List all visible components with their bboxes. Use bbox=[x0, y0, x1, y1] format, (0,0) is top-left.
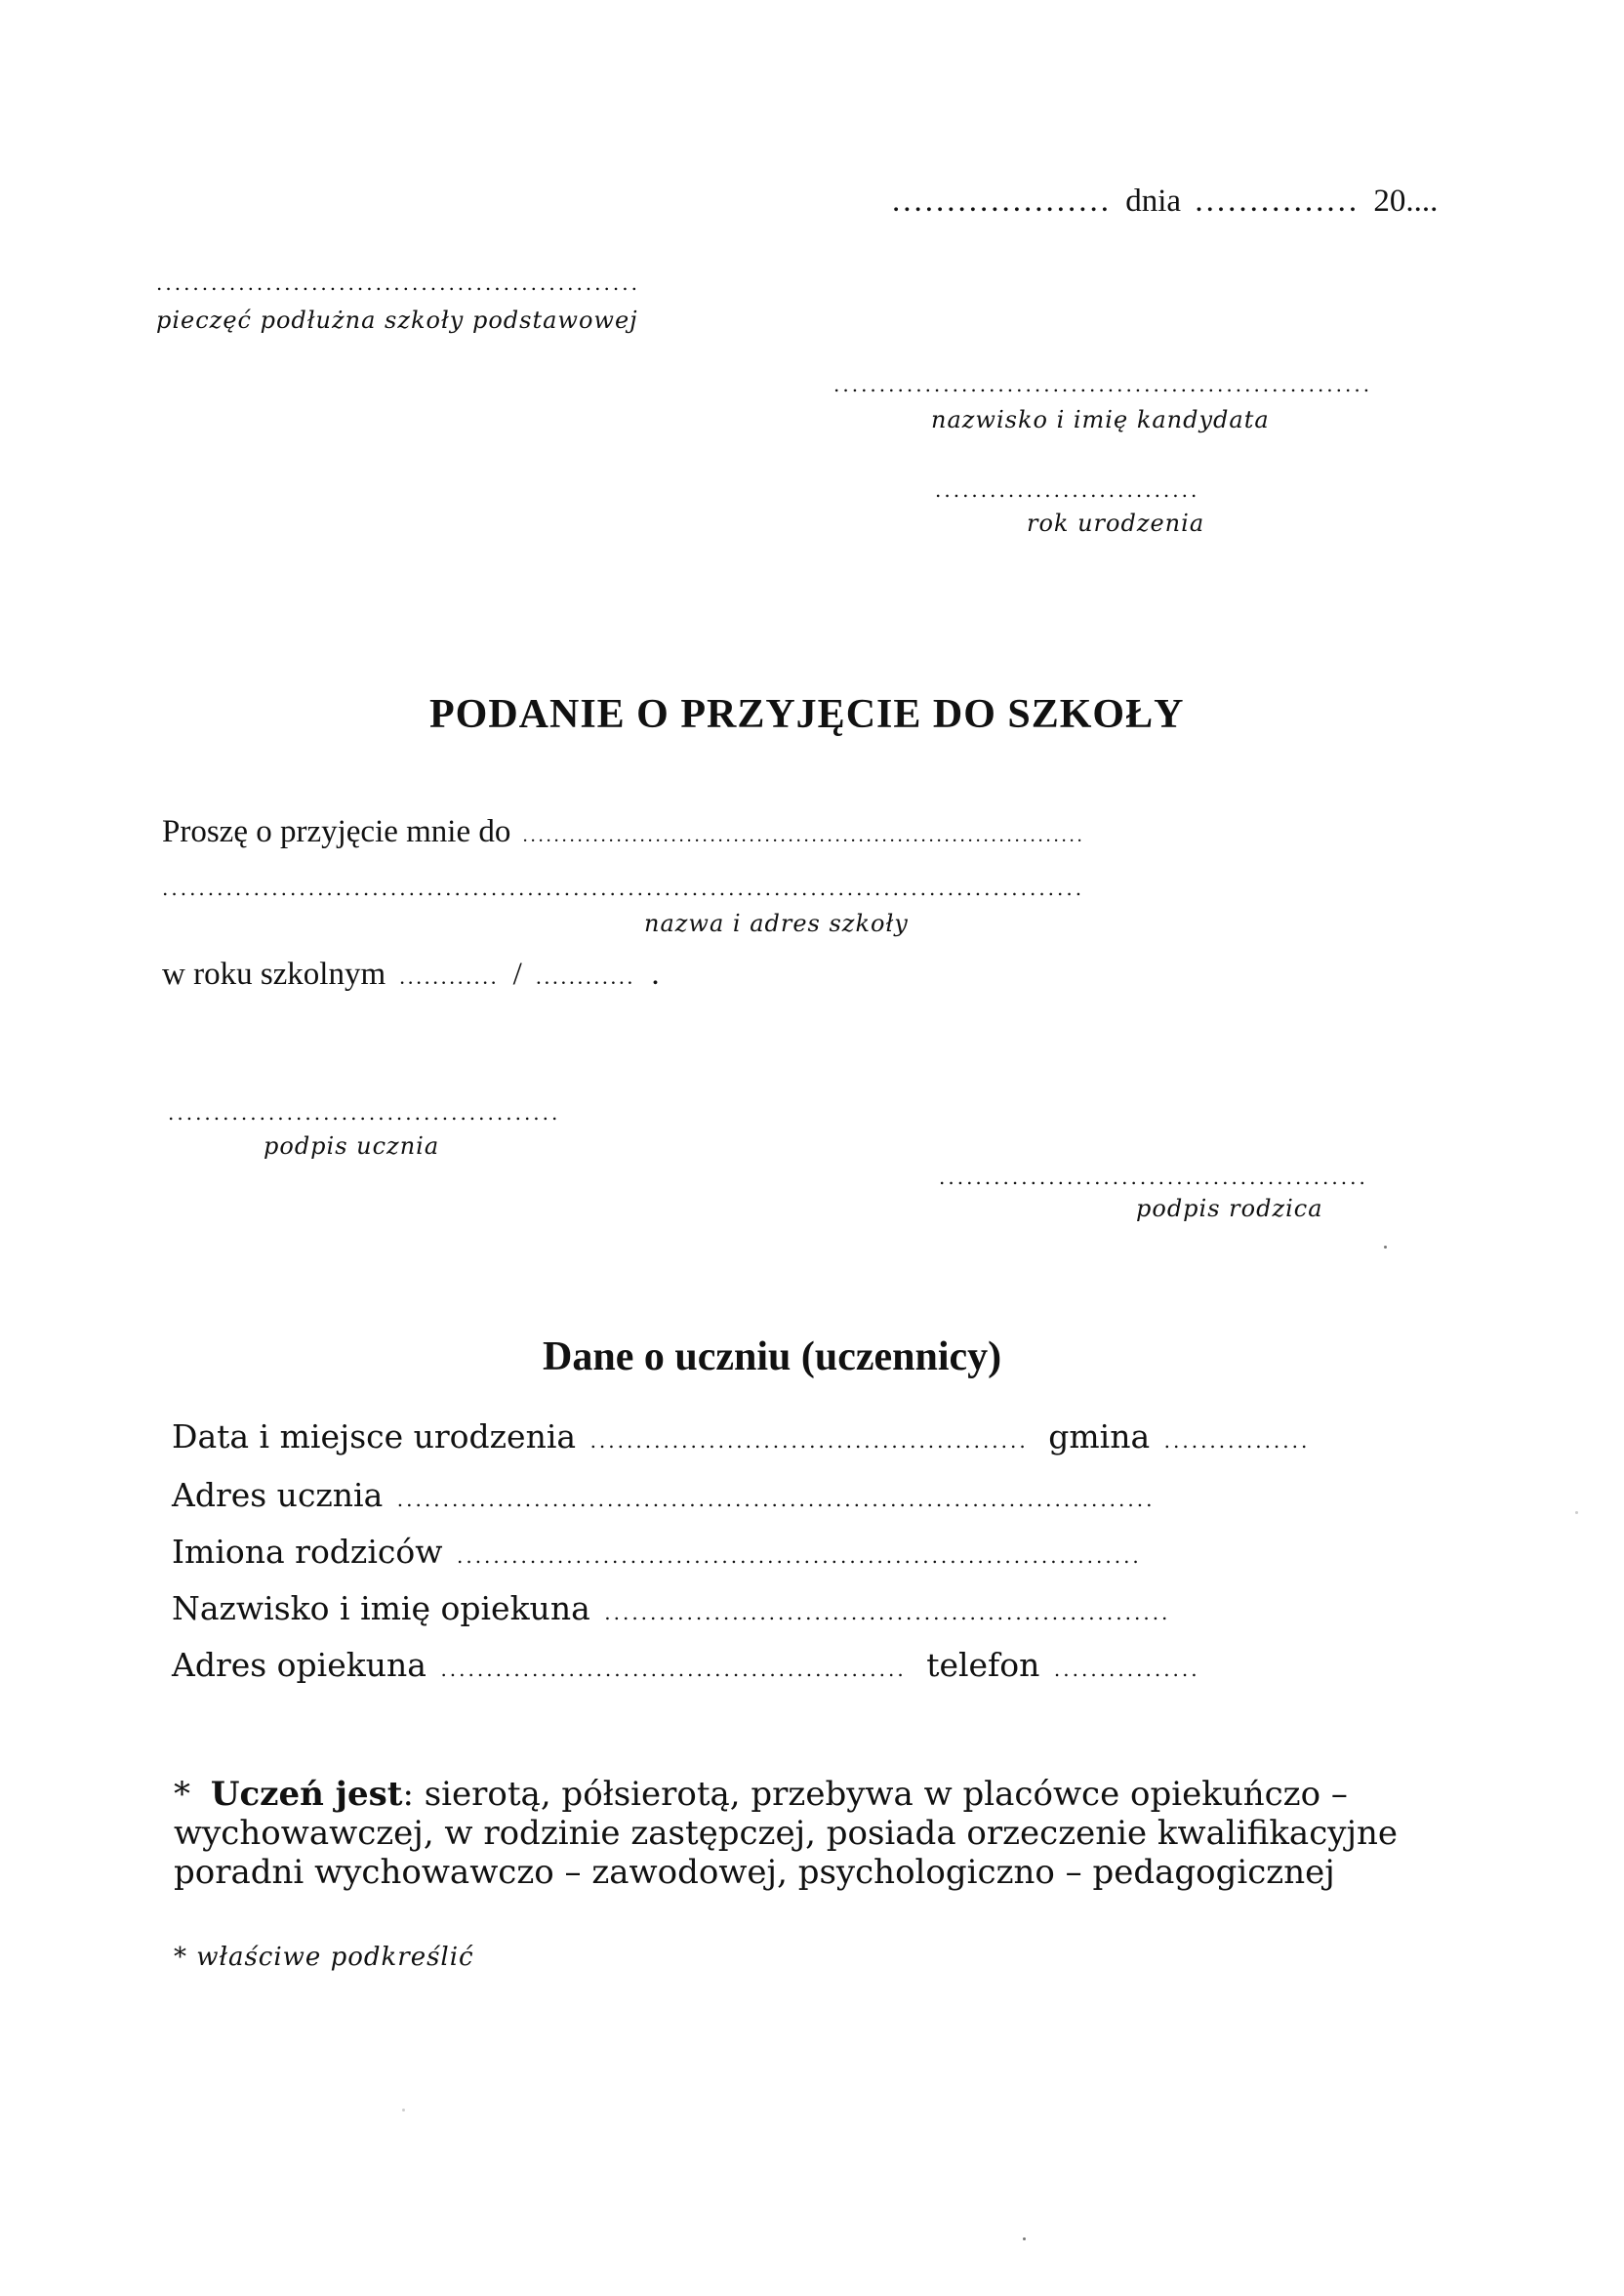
student-data-title: Dane o uczniu (uczennicy) bbox=[543, 1334, 1002, 1379]
dnia-label: dnia bbox=[1125, 184, 1182, 219]
year-prefix: 20.... bbox=[1373, 184, 1439, 219]
status-lead: Uczeń jest bbox=[210, 1775, 403, 1814]
school-year-field-2[interactable]: ............ bbox=[536, 964, 636, 989]
phone-label: telefon bbox=[926, 1646, 1040, 1684]
birth-label: Data i miejsce urodzenia bbox=[172, 1417, 577, 1456]
scan-speck bbox=[402, 2109, 405, 2112]
school-field-1[interactable]: ........................................................................ bbox=[522, 825, 1085, 846]
student-signature-label: podpis ucznia bbox=[264, 1132, 440, 1160]
place-field[interactable]: .................... bbox=[892, 184, 1112, 219]
status-note-line-2: wychowawczej, w rodzinie zastępczej, posiada orzeczenie kwalifikacyjne bbox=[174, 1814, 1399, 1853]
footnote: * właściwe podkreślić bbox=[174, 1943, 474, 1972]
asterisk-mark: * bbox=[174, 1775, 190, 1814]
gmina-field[interactable]: ................ bbox=[1163, 1429, 1311, 1453]
school-field-2[interactable]: ..................................................................................................... bbox=[162, 877, 1085, 900]
birth-year-field[interactable]: ............................. bbox=[935, 478, 1200, 502]
parent-signature-label: podpis rodzica bbox=[1136, 1195, 1323, 1222]
guardian-field[interactable]: .............................................................. bbox=[604, 1601, 1171, 1624]
birth-field[interactable]: ................................................ bbox=[589, 1429, 1029, 1453]
guardian-address-field[interactable]: ................................................... bbox=[440, 1658, 907, 1681]
phone-field[interactable]: ................ bbox=[1053, 1658, 1200, 1681]
school-year-field-1[interactable]: ............ bbox=[399, 964, 500, 989]
student-signature-field[interactable]: ........................................... bbox=[168, 1101, 561, 1125]
status-note bbox=[174, 1775, 1482, 1892]
request-line bbox=[162, 814, 1085, 850]
parent-signature-field[interactable]: ............................................... bbox=[939, 1166, 1368, 1189]
status-note-line-3: poradni wychowawczo – zawodowej, psychologiczno – pedagogicznej bbox=[174, 1853, 1335, 1892]
scan-speck bbox=[1023, 2237, 1026, 2240]
application-title: PODANIE O PRZYJĘCIE DO SZKOŁY bbox=[429, 692, 1185, 737]
guardian-address-label: Adres opiekuna bbox=[172, 1646, 426, 1684]
parents-field[interactable]: ........................................................................... bbox=[456, 1544, 1142, 1568]
day-field[interactable]: ............... bbox=[1195, 184, 1360, 219]
candidate-name-label: nazwisko i imię kandydata bbox=[931, 406, 1270, 433]
address-label: Adres ucznia bbox=[172, 1476, 384, 1514]
school-year-separator: / bbox=[512, 957, 522, 992]
school-year-line bbox=[162, 957, 660, 993]
scan-speck bbox=[1384, 1246, 1387, 1249]
school-year-end: . bbox=[651, 957, 660, 992]
address-row bbox=[172, 1476, 1155, 1514]
guardian-row bbox=[172, 1589, 1170, 1627]
parents-label: Imiona rodziców bbox=[172, 1533, 443, 1571]
scan-speck bbox=[1575, 1511, 1578, 1514]
request-text: Proszę o przyjęcie mnie do bbox=[162, 814, 511, 849]
school-year-text: w roku szkolnym bbox=[162, 957, 386, 992]
status-note-line-1 bbox=[174, 1775, 1482, 1814]
parents-row bbox=[172, 1533, 1142, 1571]
stamp-label: pieczęć podłużna szkoły podstawowej bbox=[156, 307, 638, 334]
guardian-address-row bbox=[172, 1646, 1200, 1684]
address-field[interactable]: ................................................................................... bbox=[396, 1488, 1156, 1511]
date-line bbox=[892, 184, 1438, 220]
candidate-name-field[interactable]: ........................................................... bbox=[833, 373, 1373, 396]
stamp-field[interactable]: ..................................................... bbox=[156, 271, 640, 295]
gmina-label: gmina bbox=[1048, 1417, 1151, 1456]
birth-year-label: rok urodzenia bbox=[1027, 510, 1205, 537]
birth-row bbox=[172, 1417, 1310, 1456]
guardian-label: Nazwisko i imię opiekuna bbox=[172, 1589, 590, 1627]
status-options-1: : sierotą, półsierotą, przebywa w placówce opiekuńczo – bbox=[402, 1775, 1348, 1814]
school-label: nazwa i adres szkoły bbox=[644, 910, 909, 937]
